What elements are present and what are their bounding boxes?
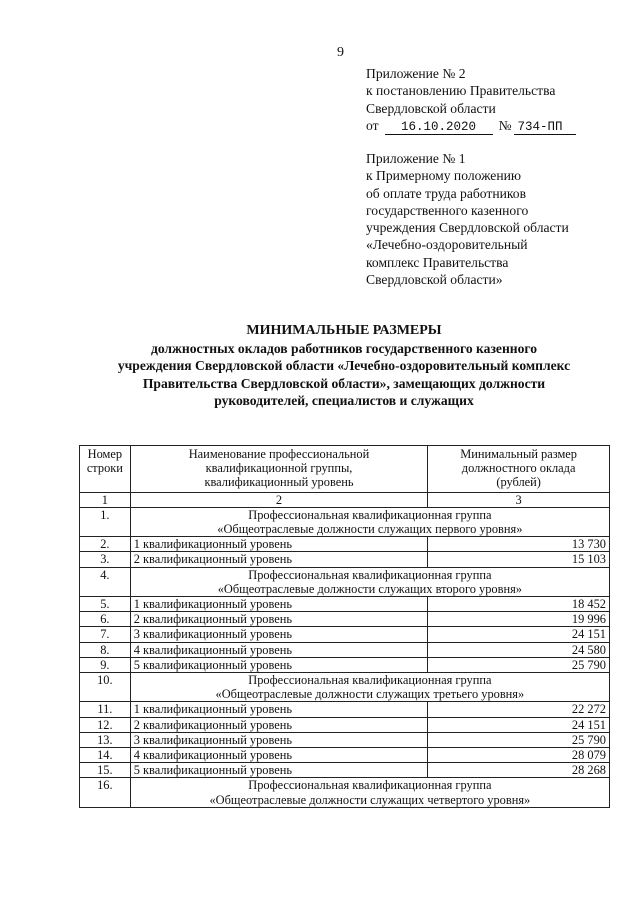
table-row xyxy=(80,627,610,642)
row-number: 1. xyxy=(80,507,131,536)
table-row-group xyxy=(80,507,610,536)
page-number: 9 xyxy=(337,45,344,60)
group-name-line: Профессиональная квалификационная группа xyxy=(248,778,492,793)
table-row xyxy=(80,717,610,732)
title-line: должностных окладов работников государственного казенного xyxy=(150,341,538,357)
row-number: 4. xyxy=(80,567,131,596)
column-number: 1 xyxy=(80,492,131,507)
column-number: 2 xyxy=(130,492,428,507)
level-name-cell: 4 квалификационный уровень xyxy=(130,642,428,657)
row-number: 7. xyxy=(80,627,131,642)
header-min-salary: Минимальный размер должностного оклада (рублей) xyxy=(428,446,610,493)
level-name-cell: 4 квалификационный уровень xyxy=(130,748,428,763)
level-name-cell: 1 квалификационный уровень xyxy=(130,537,428,552)
row-number: 11. xyxy=(80,702,131,717)
group-name-line: «Общеотраслевые должности служащих первого уровня» xyxy=(217,522,523,537)
appendix-2-line: к постановлению Правительства xyxy=(366,83,556,99)
salary-amount-cell: 19 996 xyxy=(428,612,610,627)
level-name-cell: 3 квалификационный уровень xyxy=(130,627,428,642)
row-number: 6. xyxy=(80,612,131,627)
group-name-cell xyxy=(130,507,609,536)
appendix-1-line: «Лечебно-оздоровительный xyxy=(366,237,528,253)
level-name-cell: 5 квалификационный уровень xyxy=(130,657,428,672)
appendix-1-block xyxy=(366,150,569,288)
salary-table xyxy=(79,445,610,808)
appendix-2-line: Свердловской области xyxy=(366,100,496,116)
row-number: 15. xyxy=(80,763,131,778)
group-name-cell xyxy=(130,567,609,596)
level-name-cell: 5 квалификационный уровень xyxy=(130,763,428,778)
date-prefix: от xyxy=(366,117,379,133)
appendix-1-line: Приложение № 1 xyxy=(366,151,466,166)
table-row-group xyxy=(80,567,610,596)
appendix-1-line: учреждения Свердловской области xyxy=(366,220,569,236)
resolution-date: 16.10.2020 xyxy=(385,120,493,135)
salary-amount-cell: 25 790 xyxy=(428,657,610,672)
level-name-cell: 2 квалификационный уровень xyxy=(130,552,428,567)
group-name-cell xyxy=(130,778,609,807)
salary-amount-cell: 24 151 xyxy=(428,717,610,732)
group-name-line: Профессиональная квалификационная группа xyxy=(248,507,492,522)
salary-amount-cell: 25 790 xyxy=(428,732,610,747)
group-name-line: «Общеотраслевые должности служащих второго уровня» xyxy=(217,581,522,596)
table-row xyxy=(80,657,610,672)
document-title xyxy=(78,322,610,409)
row-number: 8. xyxy=(80,642,131,657)
table-body xyxy=(80,507,610,807)
table-row xyxy=(80,537,610,552)
column-number-row xyxy=(80,492,610,507)
appendix-2-block xyxy=(366,65,576,135)
number-prefix: № xyxy=(498,117,512,133)
group-name-line: «Общеотраслевые должности служащих третьего уровня» xyxy=(215,687,525,702)
salary-amount-cell: 18 452 xyxy=(428,597,610,612)
title-line: руководителей, специалистов и служащих xyxy=(214,392,474,408)
table-row xyxy=(80,642,610,657)
table-row xyxy=(80,763,610,778)
appendix-2-line: Приложение № 2 xyxy=(366,66,466,81)
table-row xyxy=(80,732,610,747)
level-name-cell: 1 квалификационный уровень xyxy=(130,597,428,612)
column-number: 3 xyxy=(428,492,610,507)
row-number: 14. xyxy=(80,748,131,763)
group-name-cell xyxy=(130,673,609,702)
resolution-number: 734-ПП xyxy=(514,120,576,135)
appendix-1-line: к Примерному положению xyxy=(366,168,522,184)
row-number: 12. xyxy=(80,717,131,732)
title-line: Правительства Свердловской области», замещающих должности xyxy=(142,375,546,391)
level-name-cell: 2 квалификационный уровень xyxy=(130,717,428,732)
group-name-line: «Общеотраслевые должности служащих четвертого уровня» xyxy=(209,792,531,807)
table-row-group xyxy=(80,778,610,807)
table-row xyxy=(80,702,610,717)
table-row xyxy=(80,612,610,627)
salary-amount-cell: 24 580 xyxy=(428,642,610,657)
table-row xyxy=(80,552,610,567)
row-number: 3. xyxy=(80,552,131,567)
salary-amount-cell: 28 268 xyxy=(428,763,610,778)
title-line: учреждения Свердловской области «Лечебно-оздоровительный комплекс xyxy=(117,358,571,374)
appendix-2-date-line xyxy=(366,117,576,135)
salary-amount-cell: 24 151 xyxy=(428,627,610,642)
row-number: 2. xyxy=(80,537,131,552)
header-group-name: Наименование профессиональной квалификационной группы, квалификационный уровень xyxy=(130,446,428,493)
table-header-row xyxy=(80,446,610,493)
salary-amount-cell: 28 079 xyxy=(428,748,610,763)
level-name-cell: 2 квалификационный уровень xyxy=(130,612,428,627)
appendix-1-line: об оплате труда работников xyxy=(366,185,527,201)
row-number: 5. xyxy=(80,597,131,612)
salary-amount-cell: 15 103 xyxy=(428,552,610,567)
group-name-line: Профессиональная квалификационная группа xyxy=(248,673,492,688)
row-number: 9. xyxy=(80,657,131,672)
appendix-1-line: государственного казенного xyxy=(366,202,529,218)
salary-amount-cell: 13 730 xyxy=(428,537,610,552)
row-number: 10. xyxy=(80,673,131,702)
appendix-1-line: комплекс Правительства xyxy=(366,254,509,270)
appendix-1-line: Свердловской области» xyxy=(366,272,503,288)
row-number: 13. xyxy=(80,732,131,747)
group-name-line: Профессиональная квалификационная группа xyxy=(248,567,492,582)
title-main: МИНИМАЛЬНЫЕ РАЗМЕРЫ xyxy=(246,323,442,338)
salary-amount-cell: 22 272 xyxy=(428,702,610,717)
level-name-cell: 3 квалификационный уровень xyxy=(130,732,428,747)
table-row xyxy=(80,597,610,612)
table-row xyxy=(80,748,610,763)
row-number: 16. xyxy=(80,778,131,807)
table-row-group xyxy=(80,673,610,702)
header-row-number: Номер строки xyxy=(80,446,131,493)
level-name-cell: 1 квалификационный уровень xyxy=(130,702,428,717)
